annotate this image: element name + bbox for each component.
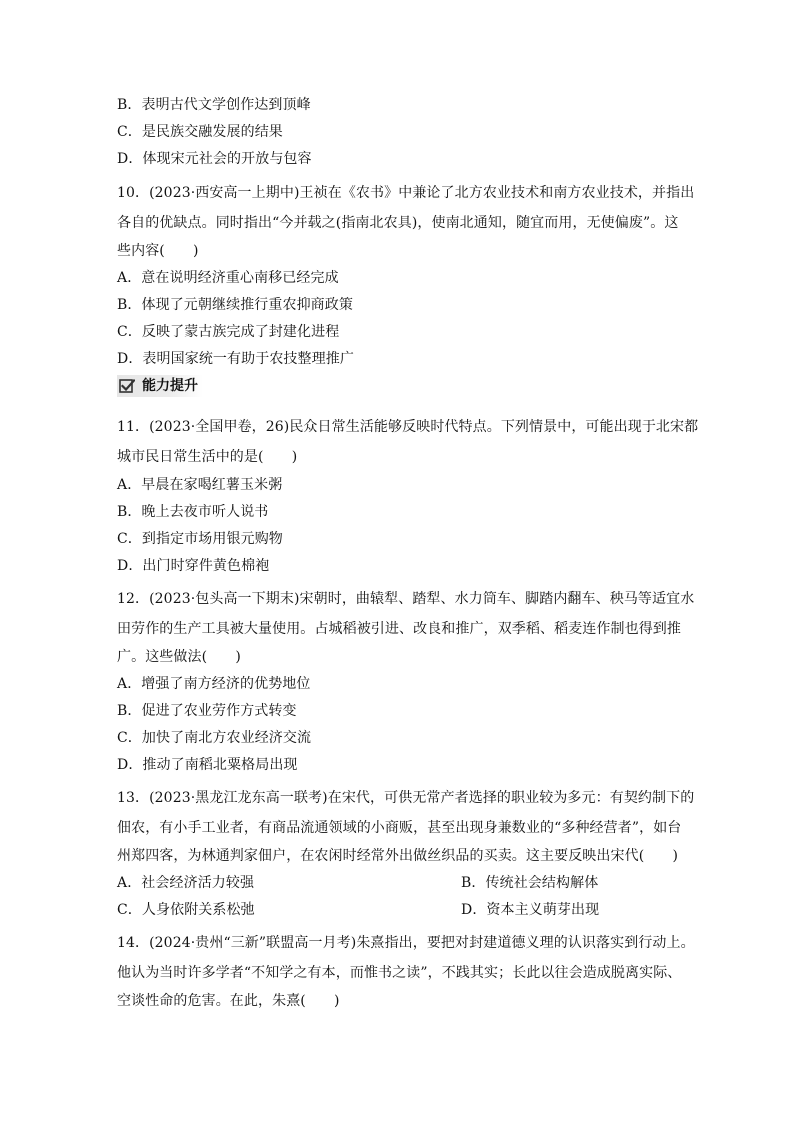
question-13-line-3: 州郑四客，为林通判家佃户，在农闲时经常外出做丝织品的买卖。这主要反映出宋代( ): [117, 848, 679, 864]
question-11-line-1: 11．(2023·全国甲卷，26)民众日常生活能够反映时代特点。下列情景中，可能出现于北宋都: [117, 419, 699, 435]
option-c-q11: C．到指定市场用银元购物: [117, 531, 283, 547]
option-d-q11: D．出门时穿件黄色棉袍: [117, 558, 270, 574]
option-b-q10: B．体现了元朝继续推行重农抑商政策: [117, 297, 353, 313]
question-14-line-3: 空谈性命的危害。在此，朱熹( ): [117, 993, 340, 1009]
option-a-q13: A．社会经济活力较强: [117, 875, 255, 891]
question-11-line-2: 城市民日常生活中的是( ): [117, 449, 298, 465]
section-title: 能力提升: [142, 378, 198, 394]
question-14-line-1: 14．(2024·贵州“三新”联盟高一月考)朱熹指出，要把对封建道德义理的认识落实到行动上。: [117, 935, 695, 951]
option-b-q11: B．晚上去夜市听人说书: [117, 504, 269, 520]
section-header: [117, 375, 203, 397]
options-cd-q13: [117, 901, 600, 919]
option-b-q9: B．表明古代文学创作达到顶峰: [117, 97, 311, 113]
question-14-line-2: 他认为当时许多学者“不知学之有本，而惟书之读”，不践其实；长此以往会造成脱离实际、: [117, 965, 682, 981]
question-10-line-1: 10．(2023·西安高一上期中)王祯在《农书》中兼论了北方农业技术和南方农业技术，并指出: [117, 185, 695, 201]
option-d-q9: D．体现宋元社会的开放与包容: [117, 151, 312, 167]
option-b-q13: B．传统社会结构解体: [461, 875, 599, 891]
question-12-line-2: 田劳作的生产工具被大量使用。占城稻被引进、改良和推广，双季稻、稻麦连作制也得到推: [117, 621, 681, 637]
option-a-q10: A．意在说明经济重心南移已经完成: [117, 270, 339, 286]
question-12-line-3: 广。这些做法( ): [117, 649, 241, 665]
options-ab-q13: [117, 874, 599, 892]
option-c-q12: C．加快了南北方农业经济交流: [117, 730, 312, 746]
option-c-q10: C．反映了蒙古族完成了封建化进程: [117, 324, 340, 340]
option-c-q13: C．人身依附关系松弛: [117, 902, 255, 918]
question-13-line-2: 佃农，有小手工业者，有商品流通领域的小商贩，甚至出现身兼数业的“多种经营者”，如台: [117, 820, 682, 836]
option-d-q12: D．推动了南稻北粟格局出现: [117, 757, 298, 773]
option-a-q11: A．早晨在家喝红薯玉米粥: [117, 477, 283, 493]
question-10-line-2: 各自的优缺点。同时指出“今并载之(指南北农具)，使南北通知，随宜而用，无使偏废”。这: [117, 215, 679, 231]
checkbox-check-icon: [119, 378, 135, 394]
option-a-q12: A．增强了南方经济的优势地位: [117, 676, 311, 692]
option-d-q13: D．资本主义萌芽出现: [461, 902, 600, 918]
question-10-line-3: 些内容( ): [117, 243, 199, 259]
option-d-q10: D．表明国家统一有助于农技整理推广: [117, 351, 354, 367]
question-13-line-1: 13．(2023·黑龙江龙东高一联考)在宋代，可供无常产者选择的职业较为多元：有契约制下的: [117, 790, 695, 806]
question-12-line-1: 12．(2023·包头高一下期末)宋朝时，曲辕犁、踏犁、水力筒车、脚踏内翻车、秧马等适宜水: [117, 591, 695, 607]
option-b-q12: B．促进了农业劳作方式转变: [117, 703, 297, 719]
option-c-q9: C．是民族交融发展的结果: [117, 124, 283, 140]
